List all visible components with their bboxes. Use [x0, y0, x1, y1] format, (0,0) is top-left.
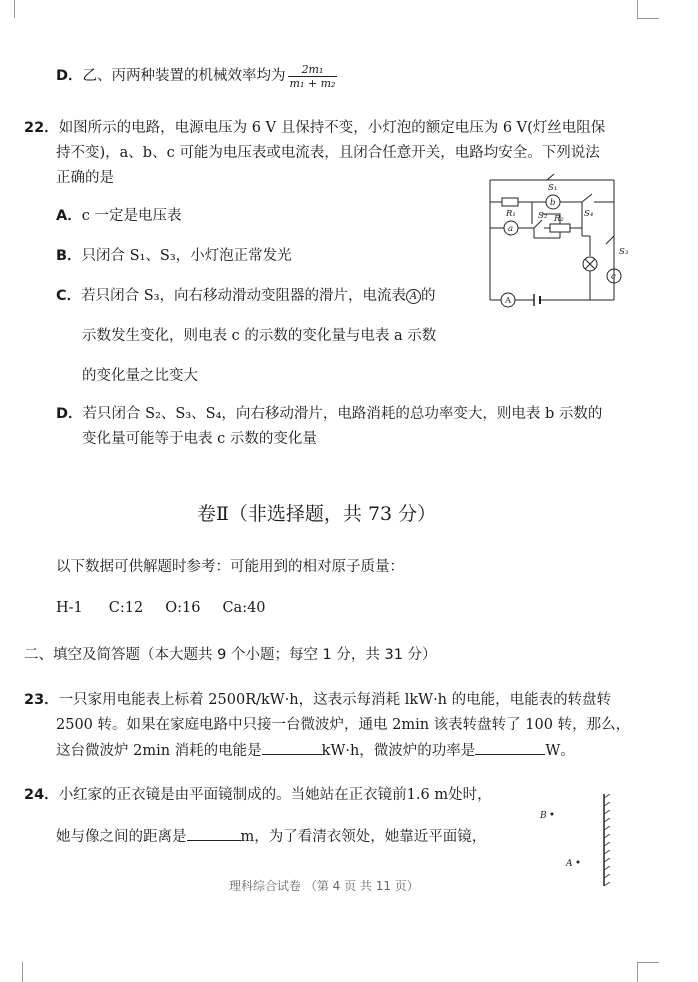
stem-text: m，为了看清衣领处，她靠近平面镜， [240, 829, 487, 845]
q22-stem-line2: 持不变)，a、b、c 可能为电压表或电流表，且闭合任意开关，电路均安全。下列说法 [56, 145, 600, 161]
option-label: C． [56, 288, 82, 304]
label-r1: R₁ [506, 209, 516, 219]
reference-note: 以下数据可供解题时参考：可能用到的相对原子质量： [56, 559, 404, 575]
mass-o: O:16 [165, 600, 201, 616]
efficiency-fraction [288, 63, 338, 90]
option-text: 的 [421, 288, 436, 304]
meter-c-label: c [611, 272, 616, 282]
q23-line1 [24, 690, 611, 710]
section-title: 卷Ⅱ（非选择题，共 73 分） [197, 503, 437, 525]
ammeter-label: A [505, 296, 512, 306]
q22-option-d-line2: 变化量可能等于电表 c 示数的变化量 [82, 431, 317, 447]
q22-option-b [56, 246, 292, 266]
atomic-masses [56, 598, 266, 618]
point-a-label: A [566, 859, 573, 869]
meter-a-label: a [508, 224, 514, 234]
label-r2: R₂ [554, 214, 564, 224]
ammeter-symbol: A [406, 289, 421, 304]
option-label: B． [56, 248, 82, 264]
option-label: D． [56, 68, 83, 84]
page-footer: 理科综合试卷 （第 4 页 共 11 页） [229, 879, 419, 893]
option-text: 乙、丙两种装置的机械效率均为 [82, 68, 286, 84]
crop-mark [637, 18, 659, 19]
q22-option-c-line3: 的变化量之比变大 [82, 368, 198, 384]
plane-mirror-figure [532, 790, 622, 890]
fraction-numerator: 2m₁ [288, 63, 338, 77]
mass-ca: Ca:40 [222, 600, 266, 616]
q22-stem-line3: 正确的是 [56, 170, 114, 186]
stem-text: 小红家的正衣镜是由平面镜制成的。当她站在正衣镜前1.6 m处时， [58, 787, 492, 803]
q22-stem-line1 [24, 118, 605, 138]
option-label: A． [56, 208, 82, 224]
stem-text: 这台微波炉 2min 消耗的电能是 [56, 743, 262, 759]
question-number: 24． [24, 787, 59, 803]
label-s2: S₂ [538, 211, 548, 221]
stem-text: W。 [545, 743, 575, 759]
option-label: D． [56, 406, 83, 422]
mass-h: H-1 [56, 600, 83, 616]
label-s4: S₄ [584, 209, 594, 219]
answer-blank-power[interactable] [475, 740, 545, 755]
part-title: 二、填空及简答题（本大题共 9 个小题；每空 1 分，共 31 分） [24, 647, 437, 663]
crop-mark [14, 0, 15, 18]
label-s3: S₃ [619, 247, 629, 257]
option-text: 若只闭合 S₂、S₃、S₄，向右移动滑片，电路消耗的总功率变大，则电表 b 示数的 [82, 406, 603, 422]
q21-option-d [56, 56, 337, 96]
question-number: 22． [24, 120, 59, 136]
circuit-diagram [482, 170, 634, 312]
q22-option-c-line2: 示数发生变化，则电表 c 的示数的变化量与电表 a 示数 [82, 328, 437, 344]
mass-c: C:12 [108, 600, 144, 616]
q23-line3 [56, 740, 575, 761]
stem-text: kW·h，微波炉的功率是 [321, 743, 476, 759]
q23-line2: 2500 转。如果在家庭电路中只接一台微波炉，通电 2min 该表转盘转了 100 转，那么， [56, 717, 631, 733]
answer-blank-energy[interactable] [262, 740, 322, 755]
option-text: 只闭合 S₁、S₃，小灯泡正常发光 [81, 248, 292, 264]
option-text: 若只闭合 S₃，向右移动滑动变阻器的滑片，电流表 [81, 288, 407, 304]
stem-text: 一只家用电能表上标着 2500R/kW·h，这表示每消耗 lkW·h 的电能，电能表的转盘转 [58, 692, 612, 708]
crop-mark [22, 962, 23, 982]
crop-mark [637, 962, 638, 982]
option-text: c 一定是电压表 [81, 208, 182, 224]
answer-blank-distance[interactable] [187, 826, 241, 841]
q22-option-a [56, 206, 181, 226]
q24-line1 [24, 785, 492, 805]
fraction-denominator: m₁ + m₂ [289, 76, 336, 90]
crop-mark [637, 962, 659, 963]
label-s1: S₁ [548, 183, 558, 193]
point-b-label: B [540, 811, 547, 821]
meter-b-label: b [550, 198, 556, 208]
q24-line2 [56, 826, 486, 847]
question-number: 23． [24, 692, 59, 708]
q22-option-c [56, 286, 436, 306]
stem-text: 她与像之间的距离是 [56, 829, 187, 845]
stem-text: 如图所示的电路，电源电压为 6 V 且保持不变，小灯泡的额定电压为 6 V(灯丝电阻保 [58, 120, 606, 136]
crop-mark [637, 0, 638, 18]
q22-option-d [56, 404, 602, 424]
